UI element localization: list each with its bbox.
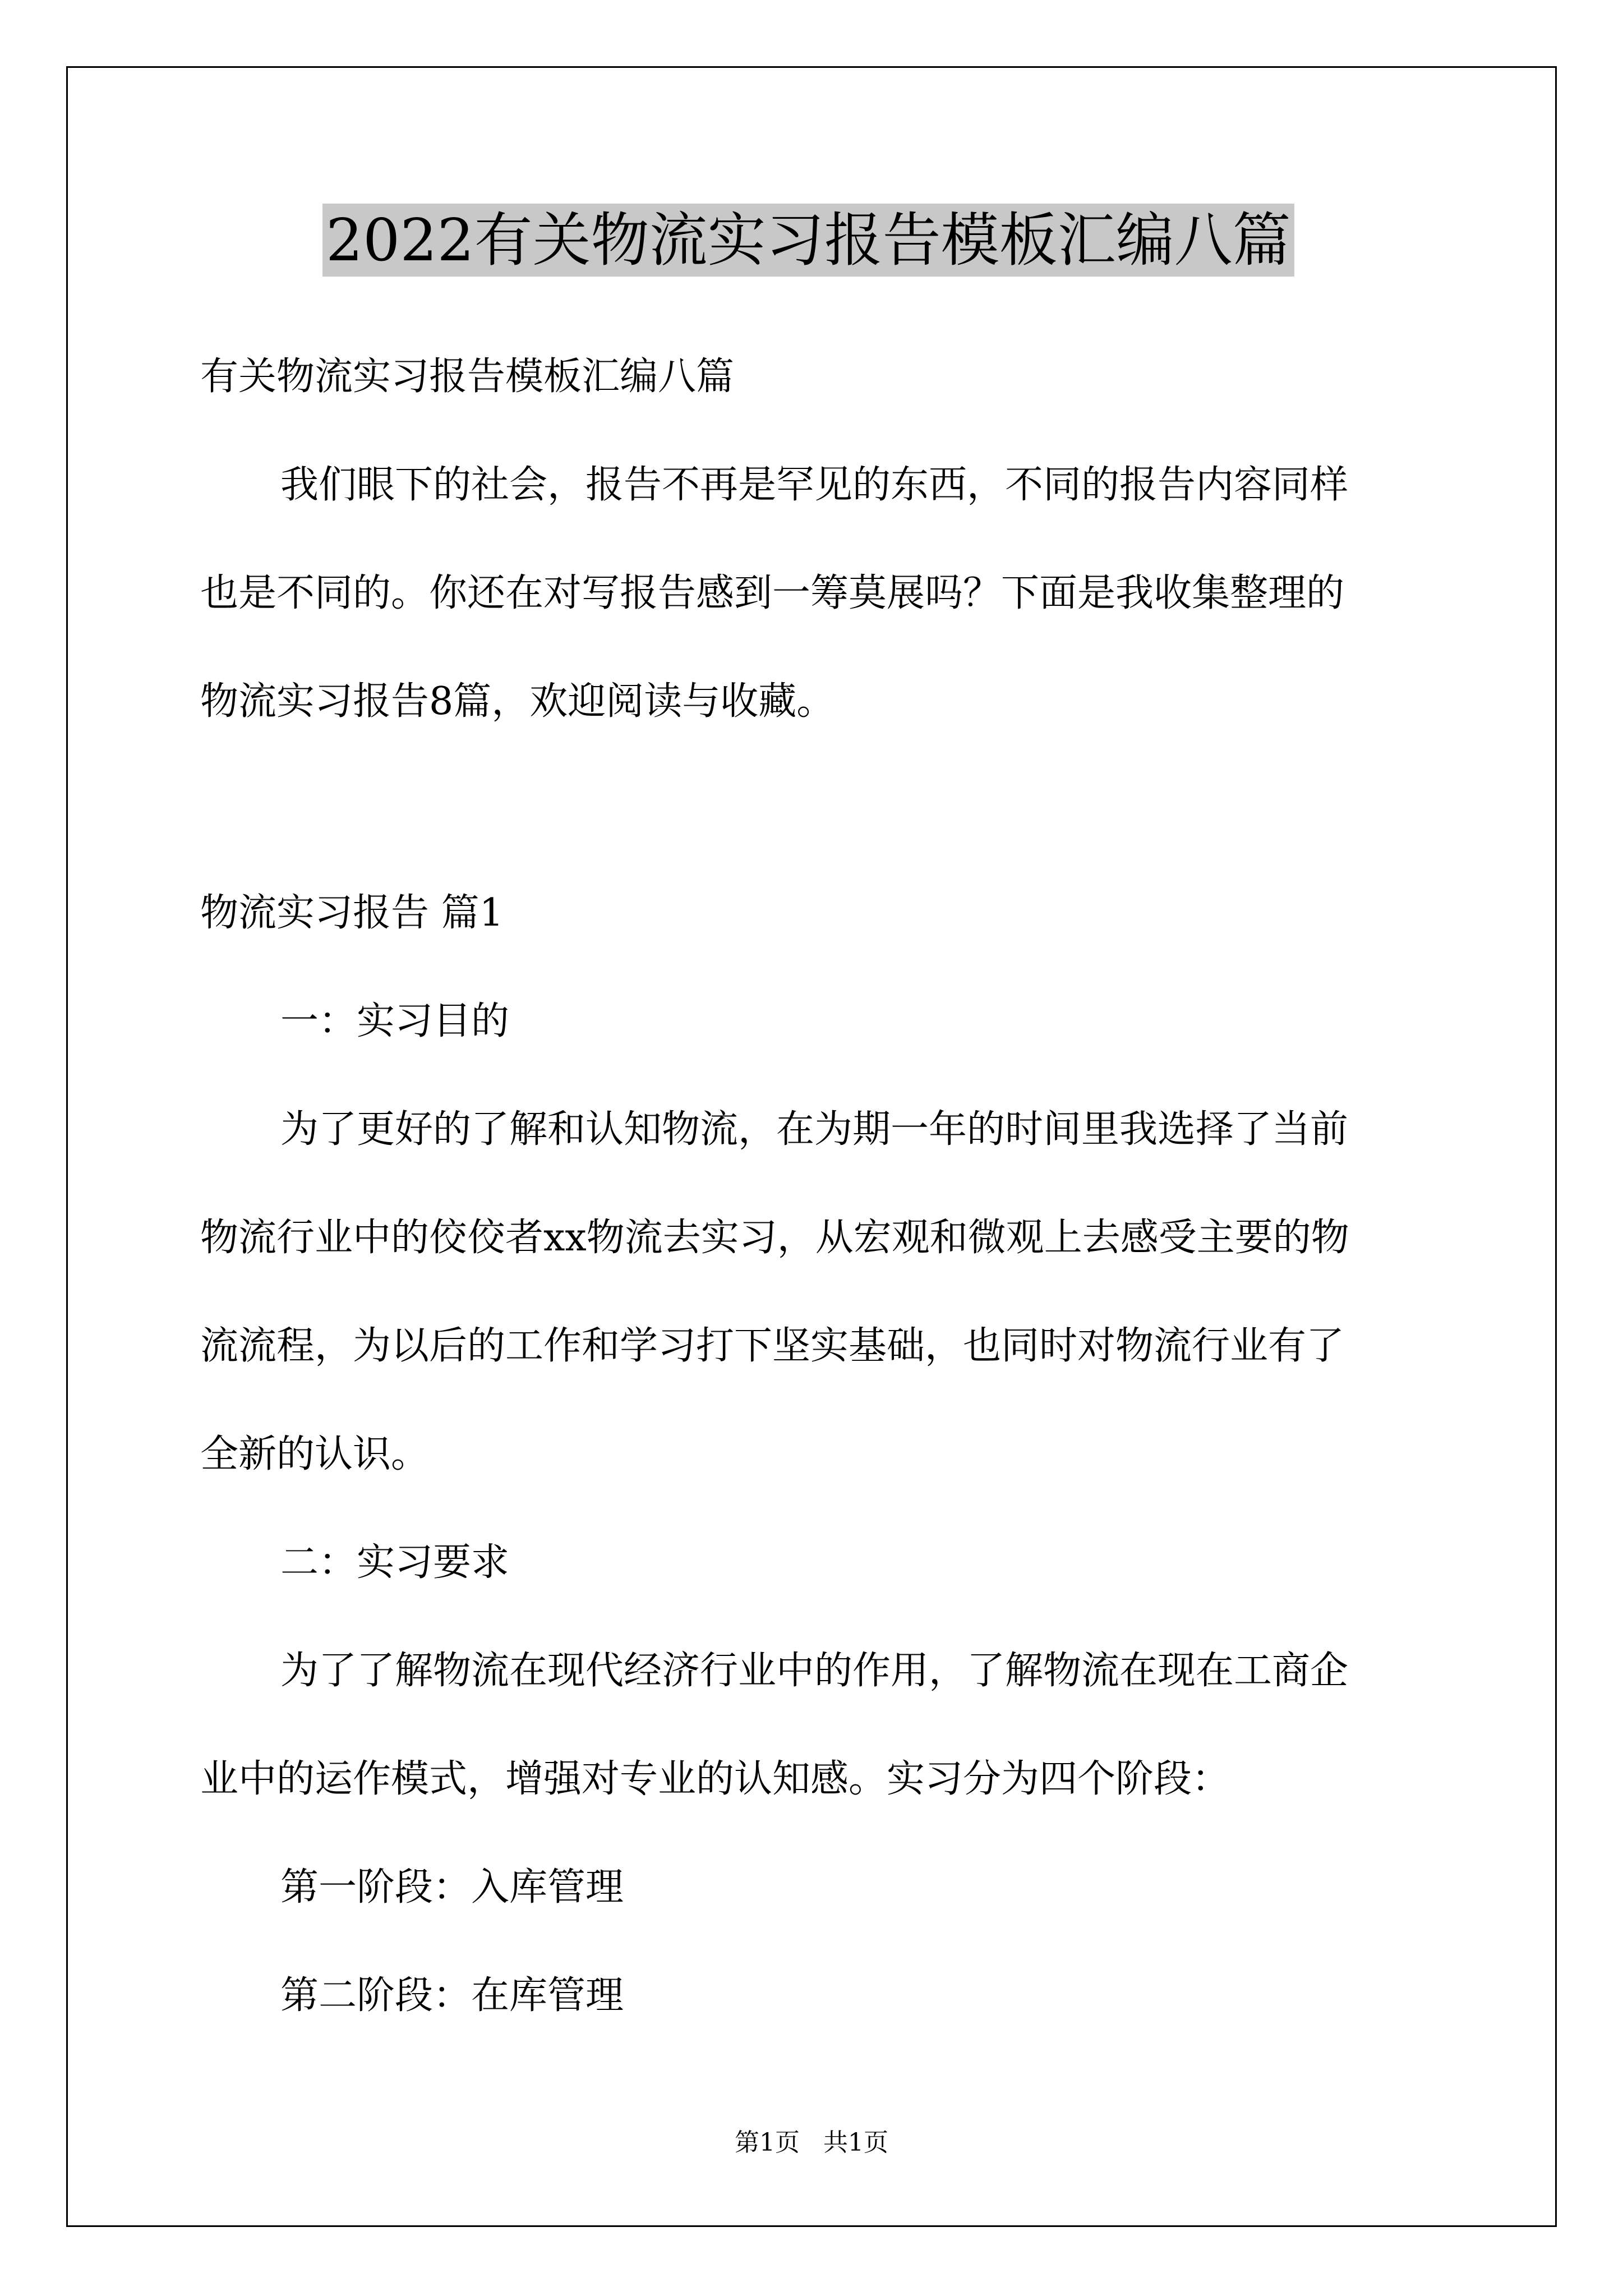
stage-1: 第一阶段：入库管理 <box>280 1865 624 1910</box>
part1-line-4: 全新的认识。 <box>200 1432 430 1476</box>
intro-line-2: 也是不同的。你还在对写报告感到一筹莫展吗？下面是我收集整理的 <box>200 571 1345 615</box>
page-number-footer: 第1页 共1页 <box>735 2128 888 2157</box>
section-heading: 物流实习报告 篇1 <box>200 891 504 935</box>
part1-line-3: 流流程，为以后的工作和学习打下坚实基础，也同时对物流行业有了 <box>200 1324 1345 1368</box>
part1-heading: 一：实习目的 <box>280 999 510 1043</box>
part2-line-1: 为了了解物流在现代经济行业中的作用，了解物流在现在工商企 <box>280 1649 1349 1693</box>
part2-line-2: 业中的运作模式，增强对专业的认知感。实习分为四个阶段： <box>200 1757 1230 1801</box>
part1-line-1: 为了更好的了解和认知物流，在为期一年的时间里我选择了当前 <box>280 1107 1349 1152</box>
document-subtitle: 有关物流实习报告模板汇编八篇 <box>200 355 735 399</box>
part2-heading: 二：实习要求 <box>280 1540 510 1585</box>
intro-line-1: 我们眼下的社会，报告不再是罕见的东西，不同的报告内容同样 <box>280 463 1349 507</box>
part1-line-2: 物流行业中的佼佼者xx物流去实习，从宏观和微观上去感受主要的物 <box>200 1216 1349 1260</box>
stage-2: 第二阶段：在库管理 <box>280 1973 624 2018</box>
intro-line-3: 物流实习报告8篇，欢迎阅读与收藏。 <box>200 679 835 724</box>
document-title: 2022有关物流实习报告模板汇编八篇 <box>322 204 1294 277</box>
